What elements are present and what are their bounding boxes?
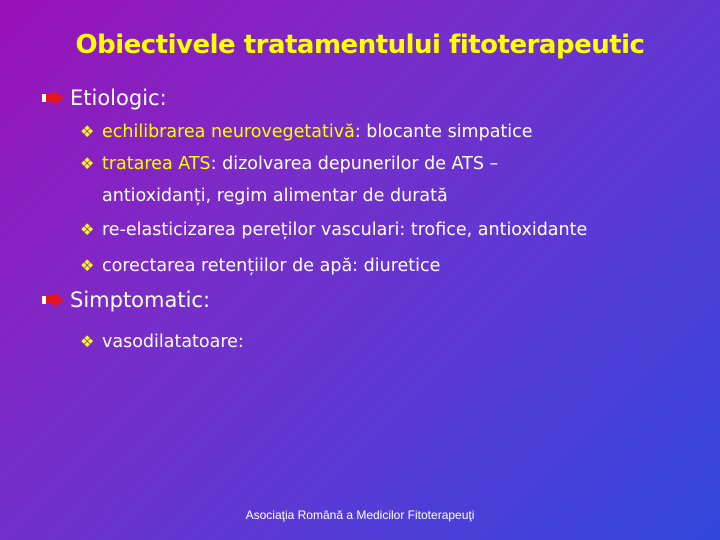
slide-footer: Asociaţia Română a Medicilor Fitoterapeuţi <box>245 508 475 522</box>
section-label: Simptomatic: <box>70 288 211 312</box>
section-simptomatic <box>42 288 210 312</box>
diamond-bullet-icon: ❖ <box>80 332 95 351</box>
list-item <box>80 122 533 142</box>
diamond-bullet-icon: ❖ <box>80 256 95 275</box>
item-highlight: tratarea ATS <box>102 154 211 174</box>
diamond-bullet-icon: ❖ <box>80 122 95 141</box>
arrow-right-icon <box>42 90 64 106</box>
diamond-bullet-icon: ❖ <box>80 154 95 173</box>
item-text: : blocante simpatice <box>354 122 533 142</box>
list-item <box>80 332 244 352</box>
section-label: Etiologic: <box>70 86 167 110</box>
item-text: corectarea retențiilor de apă: diuretice <box>102 256 441 276</box>
list-item <box>80 220 587 240</box>
list-item <box>80 154 498 174</box>
item-text: re-elasticizarea pereților vasculari: trofice, antioxidante <box>102 220 588 240</box>
item-text: : dizolvarea depunerilor de ATS – <box>210 154 499 174</box>
item-highlight: echilibrarea neurovegetativă <box>102 122 355 142</box>
item-text: vasodilatatoare: <box>102 332 244 352</box>
section-etiologic <box>42 86 167 110</box>
diamond-bullet-icon: ❖ <box>80 220 95 239</box>
list-item <box>80 256 440 276</box>
arrow-right-icon <box>42 292 64 308</box>
slide-title: Obiectivele tratamentului fitoterapeutic <box>75 30 645 60</box>
item-continuation: antioxidanți, regim alimentar de durată <box>102 186 448 206</box>
